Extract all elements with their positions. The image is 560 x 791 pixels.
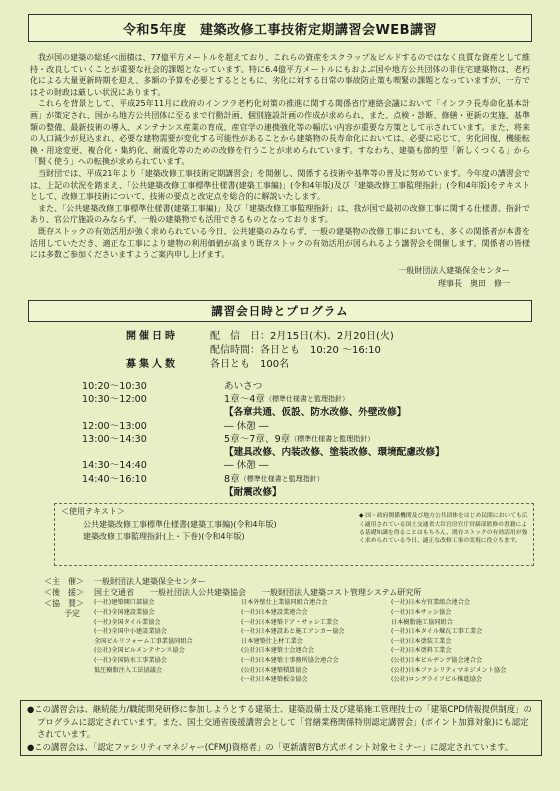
schedule-row — [82, 380, 540, 393]
time-row — [126, 344, 540, 358]
schedule-note: （標準仕様書と監理指針） — [265, 394, 349, 403]
sponsor-item: (一社)日本サッシ協会 — [391, 608, 452, 616]
program-schedule — [82, 380, 540, 500]
sponsor-item: 日本建築仕上材工業会 — [241, 637, 303, 645]
sponsor-item: (一社)全国中小建設業協会 — [94, 628, 167, 636]
title-banner — [28, 14, 532, 42]
capacity-value: 各日とも 100名 — [210, 358, 290, 370]
page-title: 令和5年度 建築改修工事技術定期講習会WEB講習 — [122, 22, 438, 38]
intro-paragraph: 既存ストックの有効活用が強く求められている今日、公共建築のみならず、一般の建築物の改修工事においても、多くの関係者が本書を活用していただき、適正な工事により建物の利用価値が高まり既存ストックの有効活用が図られるよう講習会を開催します。関係者の皆様には多数ご参加くださいますようご案内申し上げます。 — [30, 226, 530, 260]
sponsor-item: (公社)日本ファシリティマネジメント協会 — [391, 666, 507, 674]
signature-person: 理事長 奥田 修一 — [438, 278, 510, 288]
sponsor-item: (公社)日本建築士会連合会 — [241, 647, 314, 655]
textbook-note: ◆ 国・政府関係機関及び地方公共団体をはじめ民間においても広く適用されている国土交通省大臣官房官庁営繕部監修の書籍による基礎知識を得ることはもちろん、既存ストックの有効活用が強く求められている今日、適正な改修工事の実現に役立ちます。 — [359, 513, 528, 544]
sponsor-item: (一社)日本建築士事務所協会連合会 — [241, 656, 339, 664]
schedule-item: 1章～4章 — [224, 393, 265, 405]
sponsor-item: (一社)日本左官業組合連合会 — [391, 599, 471, 607]
sponsor-item: (一社)日本塗装工業会 — [391, 637, 452, 645]
sponsor-item: (公社)全国ビルメンテナンス協会 — [94, 647, 185, 655]
schedule-note: （標準仕様書と監理指針） — [239, 474, 324, 483]
sponsor-item: 低圧樹脂注入工法協議会 — [94, 666, 163, 674]
schedule-category: 【耐震改修】 — [224, 487, 282, 499]
sponsor-item: (一社)日本塗料工業会 — [391, 647, 452, 655]
intro-paragraph: 当財団では、平成21年より「建築改修工事技術定期講習会」を開催し、関係する技術や基準等の普及に努めています。今年度の講習会では、上記の状況を踏まえ、「公共建築改修工事標準仕様書(建築工事編)」(令和4年版)及び「建築改修工事監理指針」(令和4年版)をテキストとして、改修工事技術について、技術の要点と改定点を総合的に解説いたします。 — [30, 168, 530, 202]
schedule-item: あいさつ — [224, 380, 263, 392]
sponsor-item: (一社)日本建設あと施工アンカー協会 — [241, 628, 345, 636]
host-label: ＜主 催＞ — [44, 577, 84, 587]
certification-note: ●この講習会は、継続能力/職能開発研修に参加しようとする建築士、建築設備士及び建築施工管理技士の「建築CPD情報提供制度」のプログラムに認定されています。また、国土交通省後援講習会として「営繕業務関係特別認定講習会」(ポイント加算対象)にも認定されています。 — [27, 704, 532, 740]
schedule-row — [82, 393, 540, 406]
schedule-note: （標準仕様書と監理指針） — [290, 434, 375, 443]
sponsor-item: (一社)建築開口部協会 — [94, 599, 155, 607]
textbook-label: ＜使用テキスト＞ — [61, 507, 125, 517]
sponsor-item: (公社)ロングライフビル推進協会 — [391, 676, 482, 684]
sponsor-label: ＜協 賛＞ — [44, 599, 84, 609]
sponsor-item: 全国ビルリフォーム工事業協同組合 — [94, 637, 193, 645]
program-title: 講習会日時とプログラム — [211, 303, 349, 318]
sponsor-item: (公社)日本建築積算協会 — [241, 666, 308, 674]
schedule-time: 13:00～14:30 — [82, 433, 147, 445]
schedule-time: 10:20～10:30 — [82, 380, 147, 392]
sponsor-column — [391, 598, 538, 684]
schedule-row — [82, 459, 540, 472]
schedule-category: 【各章共通、仮設、防水改修、外壁改修】 — [224, 407, 407, 419]
date-label: 開催日時 — [126, 330, 178, 342]
sponsor-item: (一社)日本建築ドア・サッシ工業会 — [241, 618, 339, 626]
sponsor-item: (一社)日本建設業連合会 — [241, 608, 308, 616]
signature-org: 一般財団法人建築保全センター — [398, 265, 510, 275]
sponsor-item: (公社)日本ビルヂング協会連合会 — [391, 656, 483, 664]
signature — [20, 265, 510, 290]
sponsor-columns — [94, 598, 540, 684]
capacity-label: 募集人数 — [126, 358, 178, 370]
intro-paragraph: また、「公共建築改修工事標準仕様書(建築工事編)」及び「建築改修工事監理指針」は、我が国で最初の改修工事に関する仕様書、指針であり、官公庁施設のみならず、一般の建築物でも活用できるものとなっております。 — [30, 203, 530, 225]
sponsor-item: (一社)日本建築板金協会 — [241, 676, 308, 684]
support-label: ＜後 援＞ — [44, 588, 84, 598]
sponsor-column — [241, 598, 391, 684]
intro-text — [30, 52, 530, 261]
schedule-row — [82, 433, 540, 446]
sponsor-item: (一社)全国建設業協会 — [94, 608, 155, 616]
schedule-time: 14:30～14:40 — [82, 460, 147, 472]
certification-box — [20, 700, 542, 756]
schedule-time: 14:40～16:10 — [82, 473, 147, 485]
sponsor-item: 日本樹脂施工協同組合 — [391, 618, 453, 626]
sponsor-item: (一社)全国防水工事業協会 — [94, 656, 167, 664]
host-value: 一般財団法人建築保全センター — [94, 577, 206, 587]
host-row — [44, 576, 540, 587]
schedule-item: ― 休憩 ― — [224, 460, 269, 472]
schedule-item: 5章～7章、9章 — [224, 433, 291, 445]
intro-paragraph: 我が国の建築の総延べ面積は、77億平方メートルを超えており、これらの資産をスクラップ＆ビルドするのではなく良質な資産として維持・改良していくことが重要な社会的課題となっています。特に6.4億平方メートルにもおよぶ国や地方公共団体の非住宅建築物は、老朽化による大量更新時期を迎え、多額の予算を必要とするとともに、劣化に対する日常の事故防止策も喫緊の課題となっていますが、一方ではその財政は厳しい状況にあります。 — [30, 53, 530, 97]
date-value: 配 信 日：2月15日(木)、2月20日(火) — [210, 330, 394, 342]
capacity-row — [126, 358, 540, 372]
textbook-box — [54, 503, 534, 566]
schedule-time: 10:30～12:00 — [82, 393, 147, 405]
certification-note: ●この講習会は、「認定ファシリティマネジャー(CFMJ)資格者」の「更新講習B方式ポイント対象セミナー」に認定されています。 — [27, 741, 514, 752]
intro-paragraph: これらを背景として、平成25年11月に政府のインフラ老朽化対策の推進に関する関係省庁連絡会議において「インフラ長寿命化基本計画」が策定され、国から地方公共団体に至るまで行動計画、個別施設計画の作成が求められ、また、点検・診断、修繕・更新の実施、基準類の整備、最新技術の導入、メンテナンス産業の育成、産官学の連携強化等の幅広い内容が重要な方策として示されています。また、将来の人口減少が見込まれ、必要な建物需要が変化する可能性があることから建築物の長寿命化においては、必要に応じて、劣化回復、機能転換・用途変更、複合化・集約化、耐震化等のための改修を行うことが求められています。すなわち、建築も節約型「新しくつくる」から「賢く使う」への転換が求められています。 — [30, 99, 530, 167]
sponsor-column — [94, 598, 241, 684]
sponsor-item: 日本外壁仕上業協同組合連合会 — [241, 599, 328, 607]
support-row — [44, 587, 540, 598]
date-row — [126, 330, 540, 344]
sponsor-sub-label: 予定 — [64, 609, 80, 619]
schedule-item: 8章 — [224, 473, 240, 485]
support-value: 国土交通省 一般社団法人公共建築協会 一般財団法人建築コスト管理システム研究所 — [94, 588, 422, 598]
schedule-category: 【建具改修、内装改修、塗装改修、環境配慮改修】 — [224, 447, 445, 459]
textbook-item: 公共建築改修工事標準仕様書(建築工事編)(令和4年版) — [83, 519, 277, 529]
sponsor-item: (一社)日本タイル煉瓦工事工業会 — [391, 628, 483, 636]
schedule-row — [82, 420, 540, 433]
time-value: 配信時間：各日とも 10:20 ～16:10 — [210, 344, 381, 356]
schedule-row — [82, 473, 540, 486]
program-banner — [28, 300, 532, 322]
textbook-item: 建築改修工事監理指針(上・下巻)(令和4年版) — [83, 532, 245, 542]
textbook-list — [61, 506, 277, 544]
event-datetime — [126, 330, 540, 372]
sponsor-item: (一社)全国タイル業協会 — [94, 618, 161, 626]
schedule-item: ― 休憩 ― — [224, 420, 269, 432]
schedule-time: 12:00～13:00 — [82, 420, 147, 432]
